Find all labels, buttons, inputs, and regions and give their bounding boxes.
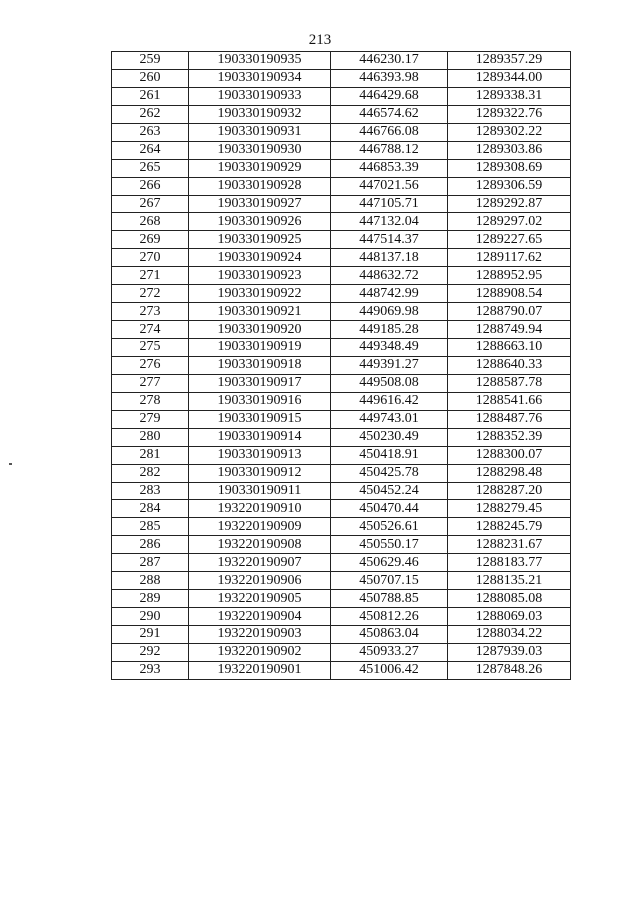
x-coordinate-cell: 449069.98	[331, 303, 448, 321]
row-number-cell: 291	[112, 626, 189, 644]
table-row	[112, 177, 571, 195]
row-number-cell: 273	[112, 303, 189, 321]
row-number-cell: 275	[112, 339, 189, 357]
point-id-cell: 190330190935	[189, 52, 331, 70]
point-id-cell: 190330190931	[189, 123, 331, 141]
row-number-cell: 272	[112, 285, 189, 303]
x-coordinate-cell: 450550.17	[331, 536, 448, 554]
x-coordinate-cell: 447021.56	[331, 177, 448, 195]
row-number-cell: 293	[112, 661, 189, 679]
y-coordinate-cell: 1289306.59	[448, 177, 571, 195]
x-coordinate-cell: 450230.49	[331, 428, 448, 446]
point-id-cell: 190330190917	[189, 374, 331, 392]
x-coordinate-cell: 446429.68	[331, 87, 448, 105]
y-coordinate-cell: 1289338.31	[448, 87, 571, 105]
y-coordinate-cell: 1289302.22	[448, 123, 571, 141]
y-coordinate-cell: 1288183.77	[448, 554, 571, 572]
y-coordinate-cell: 1288541.66	[448, 392, 571, 410]
x-coordinate-cell: 451006.42	[331, 661, 448, 679]
y-coordinate-cell: 1289292.87	[448, 195, 571, 213]
point-id-cell: 190330190916	[189, 392, 331, 410]
table-row	[112, 661, 571, 679]
point-id-cell: 190330190914	[189, 428, 331, 446]
x-coordinate-cell: 446788.12	[331, 141, 448, 159]
y-coordinate-cell: 1288663.10	[448, 339, 571, 357]
coordinates-table	[111, 51, 571, 680]
y-coordinate-cell: 1289344.00	[448, 69, 571, 87]
y-coordinate-cell: 1288135.21	[448, 572, 571, 590]
y-coordinate-cell: 1288287.20	[448, 482, 571, 500]
row-number-cell: 283	[112, 482, 189, 500]
y-coordinate-cell: 1288298.48	[448, 464, 571, 482]
x-coordinate-cell: 449743.01	[331, 410, 448, 428]
point-id-cell: 190330190927	[189, 195, 331, 213]
table-row	[112, 428, 571, 446]
table-row	[112, 123, 571, 141]
table-row	[112, 536, 571, 554]
point-id-cell: 190330190921	[189, 303, 331, 321]
row-number-cell: 284	[112, 500, 189, 518]
y-coordinate-cell: 1288231.67	[448, 536, 571, 554]
table-row	[112, 626, 571, 644]
row-number-cell: 280	[112, 428, 189, 446]
table-row	[112, 464, 571, 482]
table-row	[112, 105, 571, 123]
row-number-cell: 290	[112, 608, 189, 626]
table-row	[112, 374, 571, 392]
table-row	[112, 249, 571, 267]
y-coordinate-cell: 1289227.65	[448, 231, 571, 249]
y-coordinate-cell: 1288085.08	[448, 590, 571, 608]
x-coordinate-cell: 449348.49	[331, 339, 448, 357]
row-number-cell: 263	[112, 123, 189, 141]
row-number-cell: 262	[112, 105, 189, 123]
table-row	[112, 69, 571, 87]
table-row	[112, 500, 571, 518]
point-id-cell: 190330190918	[189, 356, 331, 374]
table-row	[112, 52, 571, 70]
table-row	[112, 159, 571, 177]
table-row	[112, 87, 571, 105]
row-number-cell: 282	[112, 464, 189, 482]
row-number-cell: 264	[112, 141, 189, 159]
point-id-cell: 193220190906	[189, 572, 331, 590]
x-coordinate-cell: 450526.61	[331, 518, 448, 536]
table-row	[112, 554, 571, 572]
x-coordinate-cell: 450707.15	[331, 572, 448, 590]
y-coordinate-cell: 1289117.62	[448, 249, 571, 267]
y-coordinate-cell: 1288034.22	[448, 626, 571, 644]
y-coordinate-cell: 1288352.39	[448, 428, 571, 446]
table-row	[112, 141, 571, 159]
row-number-cell: 270	[112, 249, 189, 267]
x-coordinate-cell: 447514.37	[331, 231, 448, 249]
y-coordinate-cell: 1288587.78	[448, 374, 571, 392]
point-id-cell: 190330190934	[189, 69, 331, 87]
row-number-cell: 269	[112, 231, 189, 249]
x-coordinate-cell: 450788.85	[331, 590, 448, 608]
x-coordinate-cell: 446853.39	[331, 159, 448, 177]
point-id-cell: 190330190923	[189, 267, 331, 285]
point-id-cell: 193220190908	[189, 536, 331, 554]
x-coordinate-cell: 446766.08	[331, 123, 448, 141]
row-number-cell: 292	[112, 643, 189, 661]
table-row	[112, 608, 571, 626]
point-id-cell: 193220190910	[189, 500, 331, 518]
table-row	[112, 267, 571, 285]
row-number-cell: 260	[112, 69, 189, 87]
row-number-cell: 266	[112, 177, 189, 195]
y-coordinate-cell: 1288279.45	[448, 500, 571, 518]
table-row	[112, 321, 571, 339]
row-number-cell: 281	[112, 446, 189, 464]
y-coordinate-cell: 1289357.29	[448, 52, 571, 70]
x-coordinate-cell: 448742.99	[331, 285, 448, 303]
row-number-cell: 279	[112, 410, 189, 428]
table-row	[112, 231, 571, 249]
table-row	[112, 303, 571, 321]
x-coordinate-cell: 448137.18	[331, 249, 448, 267]
row-number-cell: 265	[112, 159, 189, 177]
table-row	[112, 482, 571, 500]
y-coordinate-cell: 1289322.76	[448, 105, 571, 123]
point-id-cell: 190330190930	[189, 141, 331, 159]
table-row	[112, 643, 571, 661]
row-number-cell: 289	[112, 590, 189, 608]
point-id-cell: 190330190915	[189, 410, 331, 428]
row-number-cell: 259	[112, 52, 189, 70]
y-coordinate-cell: 1288952.95	[448, 267, 571, 285]
row-number-cell: 285	[112, 518, 189, 536]
row-number-cell: 268	[112, 213, 189, 231]
y-coordinate-cell: 1288245.79	[448, 518, 571, 536]
row-number-cell: 278	[112, 392, 189, 410]
point-id-cell: 190330190911	[189, 482, 331, 500]
table-row	[112, 410, 571, 428]
point-id-cell: 190330190925	[189, 231, 331, 249]
y-coordinate-cell: 1288790.07	[448, 303, 571, 321]
y-coordinate-cell: 1287939.03	[448, 643, 571, 661]
table-row	[112, 518, 571, 536]
point-id-cell: 193220190905	[189, 590, 331, 608]
table-row	[112, 285, 571, 303]
x-coordinate-cell: 450629.46	[331, 554, 448, 572]
page-number: 213	[308, 32, 332, 48]
row-number-cell: 267	[112, 195, 189, 213]
x-coordinate-cell: 450470.44	[331, 500, 448, 518]
x-coordinate-cell: 450812.26	[331, 608, 448, 626]
row-number-cell: 286	[112, 536, 189, 554]
point-id-cell: 190330190932	[189, 105, 331, 123]
y-coordinate-cell: 1289303.86	[448, 141, 571, 159]
row-number-cell: 277	[112, 374, 189, 392]
table-row	[112, 590, 571, 608]
x-coordinate-cell: 449185.28	[331, 321, 448, 339]
table-row	[112, 195, 571, 213]
x-coordinate-cell: 450863.04	[331, 626, 448, 644]
stray-mark	[9, 463, 12, 465]
x-coordinate-cell: 449508.08	[331, 374, 448, 392]
x-coordinate-cell: 446393.98	[331, 69, 448, 87]
table-row	[112, 572, 571, 590]
table-row	[112, 356, 571, 374]
point-id-cell: 190330190933	[189, 87, 331, 105]
row-number-cell: 288	[112, 572, 189, 590]
x-coordinate-cell: 447105.71	[331, 195, 448, 213]
x-coordinate-cell: 450933.27	[331, 643, 448, 661]
point-id-cell: 190330190926	[189, 213, 331, 231]
point-id-cell: 190330190919	[189, 339, 331, 357]
row-number-cell: 287	[112, 554, 189, 572]
x-coordinate-cell: 450452.24	[331, 482, 448, 500]
y-coordinate-cell: 1288300.07	[448, 446, 571, 464]
point-id-cell: 190330190913	[189, 446, 331, 464]
coordinates-table-body	[112, 52, 571, 680]
point-id-cell: 193220190904	[189, 608, 331, 626]
y-coordinate-cell: 1288069.03	[448, 608, 571, 626]
table-row	[112, 446, 571, 464]
table-row	[112, 392, 571, 410]
table-row	[112, 213, 571, 231]
y-coordinate-cell: 1288749.94	[448, 321, 571, 339]
point-id-cell: 193220190902	[189, 643, 331, 661]
y-coordinate-cell: 1288487.76	[448, 410, 571, 428]
x-coordinate-cell: 446574.62	[331, 105, 448, 123]
y-coordinate-cell: 1289308.69	[448, 159, 571, 177]
point-id-cell: 190330190922	[189, 285, 331, 303]
point-id-cell: 193220190903	[189, 626, 331, 644]
point-id-cell: 193220190909	[189, 518, 331, 536]
point-id-cell: 190330190920	[189, 321, 331, 339]
point-id-cell: 190330190924	[189, 249, 331, 267]
point-id-cell: 190330190928	[189, 177, 331, 195]
row-number-cell: 276	[112, 356, 189, 374]
x-coordinate-cell: 446230.17	[331, 52, 448, 70]
x-coordinate-cell: 450418.91	[331, 446, 448, 464]
y-coordinate-cell: 1288908.54	[448, 285, 571, 303]
row-number-cell: 261	[112, 87, 189, 105]
row-number-cell: 274	[112, 321, 189, 339]
point-id-cell: 193220190907	[189, 554, 331, 572]
y-coordinate-cell: 1287848.26	[448, 661, 571, 679]
table-row	[112, 339, 571, 357]
x-coordinate-cell: 447132.04	[331, 213, 448, 231]
point-id-cell: 190330190912	[189, 464, 331, 482]
row-number-cell: 271	[112, 267, 189, 285]
x-coordinate-cell: 449616.42	[331, 392, 448, 410]
point-id-cell: 190330190929	[189, 159, 331, 177]
x-coordinate-cell: 450425.78	[331, 464, 448, 482]
point-id-cell: 193220190901	[189, 661, 331, 679]
y-coordinate-cell: 1288640.33	[448, 356, 571, 374]
x-coordinate-cell: 448632.72	[331, 267, 448, 285]
y-coordinate-cell: 1289297.02	[448, 213, 571, 231]
x-coordinate-cell: 449391.27	[331, 356, 448, 374]
